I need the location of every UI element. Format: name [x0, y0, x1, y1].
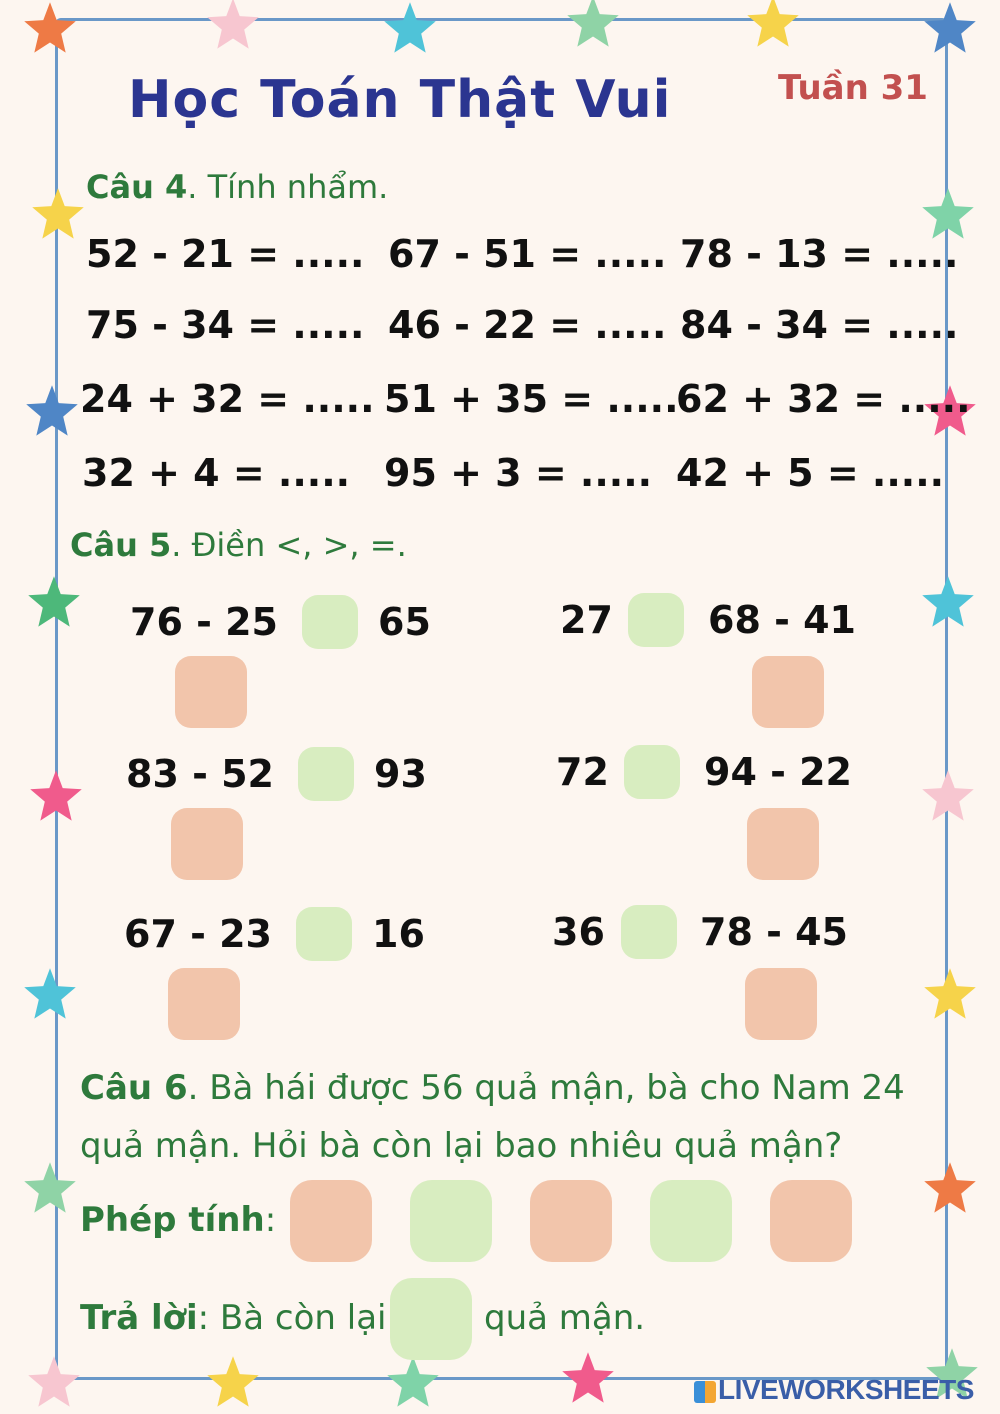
calc-box-result[interactable] [770, 1180, 852, 1262]
page-title: Học Toán Thật Vui [128, 70, 672, 130]
compare-right: 94 - 22 [704, 750, 852, 794]
calc-item: 84 - 34 = ..... [680, 303, 959, 347]
star-icon [22, 0, 78, 56]
compare-left: 83 - 52 [126, 752, 274, 796]
question-6-line-1 [80, 1068, 905, 1108]
question-5-instruction: . Điền <, >, =. [171, 526, 407, 564]
answer-suffix: quả mận. [484, 1298, 646, 1338]
star-icon [560, 1350, 616, 1406]
calc-item: 42 + 5 = ..... [676, 451, 945, 495]
calc-item: 75 - 34 = ..... [86, 303, 365, 347]
calc-label: Phép tính [80, 1200, 265, 1240]
question-6-label: Câu 6 [80, 1068, 188, 1108]
calc-item: 67 - 51 = ..... [388, 232, 667, 276]
calc-item: 52 - 21 = ..... [86, 232, 365, 276]
star-icon [922, 966, 978, 1022]
compare-right: 65 [378, 600, 431, 644]
compare-sign-box[interactable] [628, 593, 684, 647]
calc-box-equals[interactable] [650, 1180, 732, 1262]
question-6-text-1: . Bà hái được 56 quả mận, bà cho Nam 24 [187, 1068, 905, 1108]
compare-left: 76 - 25 [130, 600, 278, 644]
question-4-label: Câu 4 [86, 168, 188, 206]
calc-colon: : [264, 1200, 277, 1240]
compare-answer-box[interactable] [745, 968, 817, 1040]
question-5-heading [70, 526, 407, 564]
star-icon [24, 383, 80, 439]
compare-right: 78 - 45 [700, 910, 848, 954]
calc-item: 24 + 32 = ..... [80, 377, 375, 421]
compare-sign-box[interactable] [624, 745, 680, 799]
answer-prefix: : Bà còn lại [197, 1298, 387, 1338]
calc-item: 46 - 22 = ..... [388, 303, 667, 347]
compare-right: 68 - 41 [708, 598, 856, 642]
compare-answer-box[interactable] [171, 808, 243, 880]
star-icon [922, 1160, 978, 1216]
compare-answer-box[interactable] [747, 808, 819, 880]
star-icon [22, 966, 78, 1022]
calc-item: 32 + 4 = ..... [82, 451, 351, 495]
liveworksheets-brand: LIVEWORKSHEETS [718, 1374, 974, 1405]
question-5-label: Câu 5 [70, 526, 172, 564]
star-icon [745, 0, 801, 50]
calc-item: 51 + 35 = ..... [384, 377, 679, 421]
star-icon [920, 768, 976, 824]
answer-label-row [80, 1298, 386, 1338]
liveworksheets-logo [694, 1374, 974, 1406]
question-6-line-2: quả mận. Hỏi bà còn lại bao nhiêu quả mận? [80, 1126, 843, 1166]
compare-sign-box[interactable] [298, 747, 354, 801]
question-4-heading [86, 168, 388, 206]
calc-item: 78 - 13 = ..... [680, 232, 959, 276]
calc-box-operator[interactable] [410, 1180, 492, 1262]
star-icon [922, 0, 978, 56]
answer-box[interactable] [390, 1278, 472, 1360]
compare-left: 67 - 23 [124, 912, 272, 956]
compare-left: 27 [560, 598, 613, 642]
compare-answer-box[interactable] [752, 656, 824, 728]
compare-answer-box[interactable] [175, 656, 247, 728]
calc-box-number-1[interactable] [290, 1180, 372, 1262]
star-icon [565, 0, 621, 50]
star-icon [205, 1354, 261, 1410]
compare-answer-box[interactable] [168, 968, 240, 1040]
week-label: Tuần 31 [778, 68, 928, 108]
compare-sign-box[interactable] [296, 907, 352, 961]
calc-item: 95 + 3 = ..... [384, 451, 653, 495]
calc-item: 62 + 32 = ..... [676, 377, 971, 421]
compare-right: 93 [374, 752, 427, 796]
liveworksheets-icon [694, 1381, 716, 1403]
star-icon [22, 1160, 78, 1216]
star-icon [30, 186, 86, 242]
compare-left: 72 [556, 750, 609, 794]
star-icon [382, 0, 438, 56]
star-icon [26, 574, 82, 630]
compare-left: 36 [552, 910, 605, 954]
star-icon [28, 768, 84, 824]
compare-right: 16 [372, 912, 425, 956]
star-icon [26, 1354, 82, 1410]
calc-label-row [80, 1200, 276, 1240]
compare-sign-box[interactable] [621, 905, 677, 959]
star-icon [920, 574, 976, 630]
star-icon [385, 1354, 441, 1410]
compare-sign-box[interactable] [302, 595, 358, 649]
star-icon [205, 0, 261, 52]
calc-box-number-2[interactable] [530, 1180, 612, 1262]
question-4-instruction: . Tính nhẩm. [187, 168, 389, 206]
answer-label: Trả lời [80, 1298, 198, 1338]
